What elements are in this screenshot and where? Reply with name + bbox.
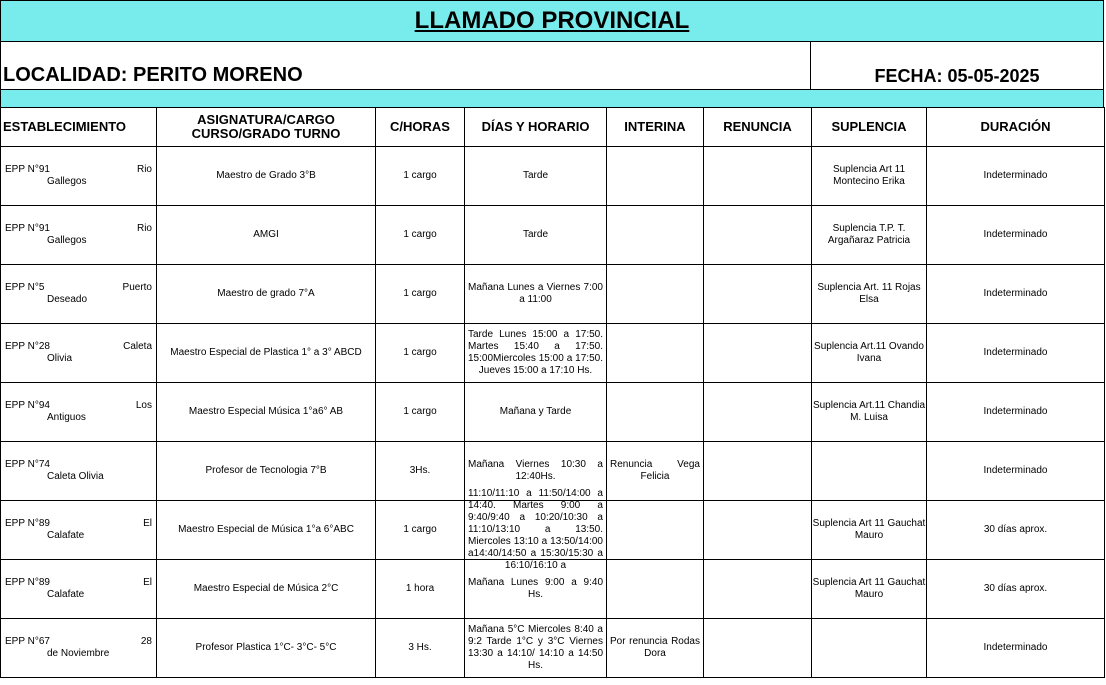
cell-horas: 1 cargo xyxy=(376,147,465,206)
estab-city-part1: Rio xyxy=(136,164,152,175)
dias-text: Tarde Lunes 15:00 a 17:50. Martes 15:40 a 17:50. 15:00Miercoles 15:00 a 17:50. Jueves 15:00 a 17:10 Hs. xyxy=(468,329,603,376)
cell-establecimiento xyxy=(1,560,157,619)
estab-city-part1: El xyxy=(143,518,152,529)
cell-renuncia xyxy=(704,206,812,265)
cell-asignatura: AMGI xyxy=(157,206,376,265)
cell-interina xyxy=(607,206,704,265)
cell-horas: 3Hs. xyxy=(376,442,465,501)
cell-duracion: Indeterminado xyxy=(927,206,1105,265)
estab-city-part1: El xyxy=(143,577,152,588)
estab-city-part1: Rio xyxy=(136,223,152,234)
estab-city-part2: Antiguos xyxy=(47,412,86,423)
estab-city-part1: Los xyxy=(135,400,152,411)
col-asignatura xyxy=(157,108,376,147)
cell-establecimiento xyxy=(1,265,157,324)
cell-suplencia: Suplencia Art.11 Ovando Ivana xyxy=(812,324,927,383)
cell-suplencia: Suplencia T.P. T. Argañaraz Patricia xyxy=(812,206,927,265)
cell-interina xyxy=(607,383,704,442)
cell-renuncia xyxy=(704,265,812,324)
estab-name: EPP N°67 xyxy=(5,636,50,647)
cell-renuncia xyxy=(704,560,812,619)
estab-name: EPP N°5 xyxy=(5,282,45,293)
cell-dias xyxy=(465,383,607,442)
cell-suplencia: Suplencia Art.11 Chandia M. Luisa xyxy=(812,383,927,442)
estab-city-part2: Calafate xyxy=(47,589,85,600)
cell-establecimiento xyxy=(1,501,157,560)
cell-renuncia xyxy=(704,324,812,383)
cell-renuncia xyxy=(704,619,812,678)
estab-name: EPP N°89 xyxy=(5,518,50,529)
cell-horas: 1 cargo xyxy=(376,324,465,383)
col-establecimiento: ESTABLECIMIENTO xyxy=(1,108,157,147)
cell-duracion: Indeterminado xyxy=(927,442,1105,501)
col-interina: INTERINA xyxy=(607,108,704,147)
estab-name: EPP N°74 xyxy=(5,459,50,470)
cell-duracion: Indeterminado xyxy=(927,324,1105,383)
cell-duracion: 30 días aprox. xyxy=(927,501,1105,560)
dias-text: Mañana 5°C Miercoles 8:40 a 9:2 Tarde 1°C y 3°C Viernes 13:30 a 14:10/ 14:10 a 14:50 Hs. xyxy=(468,624,603,671)
table-row xyxy=(1,619,1105,678)
dias-text: Tarde xyxy=(522,229,548,240)
cell-interina xyxy=(607,501,704,560)
cell-duracion: Indeterminado xyxy=(927,619,1105,678)
col-dias: DÍAS Y HORARIO xyxy=(465,108,607,147)
col-suplencia: SUPLENCIA xyxy=(812,108,927,147)
cell-horas: 1 cargo xyxy=(376,501,465,560)
cell-dias xyxy=(465,324,607,383)
estab-city-part2: Deseado xyxy=(47,294,88,305)
cell-interina xyxy=(607,560,704,619)
estab-city-part2: Caleta Olivia xyxy=(47,471,104,482)
cell-establecimiento xyxy=(1,442,157,501)
cell-renuncia xyxy=(704,383,812,442)
cell-interina: Por renuncia Rodas Dora xyxy=(607,619,704,678)
dias-text: Mañana Lunes 9:00 a 9:40 Hs. xyxy=(468,577,603,600)
estab-city-part1: Puerto xyxy=(122,282,152,293)
cell-horas: 3 Hs. xyxy=(376,619,465,678)
cell-interina xyxy=(607,324,704,383)
cell-establecimiento xyxy=(1,619,157,678)
cell-establecimiento xyxy=(1,324,157,383)
col-horas: C/HORAS xyxy=(376,108,465,147)
cell-suplencia: Suplencia Art 11 Gauchat Mauro xyxy=(812,501,927,560)
location-row xyxy=(0,41,1104,89)
cell-dias xyxy=(465,488,607,571)
cell-horas: 1 cargo xyxy=(376,383,465,442)
cell-interina xyxy=(607,147,704,206)
cell-establecimiento xyxy=(1,206,157,265)
cell-asignatura: Maestro Especial Música 1°a6° AB xyxy=(157,383,376,442)
estab-city-part1: 28 xyxy=(140,636,152,647)
cell-duracion: Indeterminado xyxy=(927,147,1105,206)
localidad-label: LOCALIDAD: PERITO MORENO xyxy=(1,42,811,89)
cell-duracion: 30 días aprox. xyxy=(927,560,1105,619)
estab-name: EPP N°91 xyxy=(5,223,50,234)
table-row xyxy=(1,265,1105,324)
title-row xyxy=(0,0,1104,41)
estab-city-part1: Caleta xyxy=(123,341,152,352)
dias-text: Mañana y Tarde xyxy=(499,406,572,417)
cell-horas: 1 cargo xyxy=(376,265,465,324)
table-row xyxy=(1,324,1105,383)
header-row xyxy=(1,108,1105,147)
dias-text: Tarde xyxy=(522,170,548,181)
cell-dias xyxy=(465,147,607,206)
dias-text: 11:10/11:10 a 11:50/14:00 a 14:40. Martes 9:00 a 9:40/9:40 a 10:20/10:30 a 11:10/13:10 a 13:50. Miercoles 13:10 a 13:50/14:00 a14:40/14:50 a 15:30/15:30 a 16:10/16:10 a xyxy=(468,488,603,571)
separator-band xyxy=(0,89,1104,107)
estab-city-part2: de Noviembre xyxy=(47,648,110,659)
col-asignatura-line2: CURSO/GRADO TURNO xyxy=(191,126,341,141)
cell-renuncia xyxy=(704,442,812,501)
cell-suplencia xyxy=(812,619,927,678)
table-row xyxy=(1,383,1105,442)
cell-dias xyxy=(465,265,607,324)
cell-interina: Renuncia Vega Felicia xyxy=(607,442,704,501)
cell-asignatura: Maestro Especial de Plastica 1° a 3° ABCD xyxy=(157,324,376,383)
cell-asignatura: Maestro Especial de Música 2°C xyxy=(157,560,376,619)
table-row xyxy=(1,501,1105,560)
cell-dias xyxy=(465,619,607,678)
estab-name: EPP N°89 xyxy=(5,577,50,588)
estab-city-part2: Gallegos xyxy=(47,235,87,246)
cell-dias xyxy=(465,206,607,265)
cell-asignatura: Maestro de Grado 3°B xyxy=(157,147,376,206)
cell-suplencia: Suplencia Art. 11 Rojas Elsa xyxy=(812,265,927,324)
col-duracion: DURACIÓN xyxy=(927,108,1105,147)
cell-suplencia: Suplencia Art 11 Montecino Erika xyxy=(812,147,927,206)
estab-city-part2: Calafate xyxy=(47,530,85,541)
cell-renuncia xyxy=(704,501,812,560)
cell-suplencia: Suplencia Art 11 Gauchat Mauro xyxy=(812,560,927,619)
calls-table xyxy=(0,107,1105,678)
dias-text: Mañana Lunes a Viernes 7:00 a 11:00 xyxy=(468,282,603,305)
cell-asignatura: Profesor Plastica 1°C- 3°C- 5°C xyxy=(157,619,376,678)
cell-establecimiento xyxy=(1,383,157,442)
estab-name: EPP N°28 xyxy=(5,341,50,352)
cell-asignatura: Maestro de grado 7°A xyxy=(157,265,376,324)
estab-city-part2: Olivia xyxy=(47,353,73,364)
cell-duracion: Indeterminado xyxy=(927,383,1105,442)
cell-horas: 1 hora xyxy=(376,560,465,619)
table-row xyxy=(1,206,1105,265)
cell-asignatura: Maestro Especial de Música 1°a 6°ABC xyxy=(157,501,376,560)
estab-name: EPP N°91 xyxy=(5,164,50,175)
cell-suplencia xyxy=(812,442,927,501)
cell-renuncia xyxy=(704,147,812,206)
cell-establecimiento xyxy=(1,147,157,206)
cell-interina xyxy=(607,265,704,324)
estab-city-part2: Gallegos xyxy=(47,176,87,187)
cell-horas: 1 cargo xyxy=(376,206,465,265)
dias-text: Mañana Viernes 10:30 a 12:40Hs. xyxy=(468,459,603,482)
col-renuncia: RENUNCIA xyxy=(704,108,812,147)
fecha-label: FECHA: 05-05-2025 xyxy=(874,66,1040,86)
col-asignatura-line1: ASIGNATURA/CARGO xyxy=(197,112,335,127)
page-title: LLAMADO PROVINCIAL xyxy=(414,7,690,34)
estab-name: EPP N°94 xyxy=(5,400,50,411)
cell-duracion: Indeterminado xyxy=(927,265,1105,324)
cell-asignatura: Profesor de Tecnologia 7°B xyxy=(157,442,376,501)
table-row xyxy=(1,147,1105,206)
